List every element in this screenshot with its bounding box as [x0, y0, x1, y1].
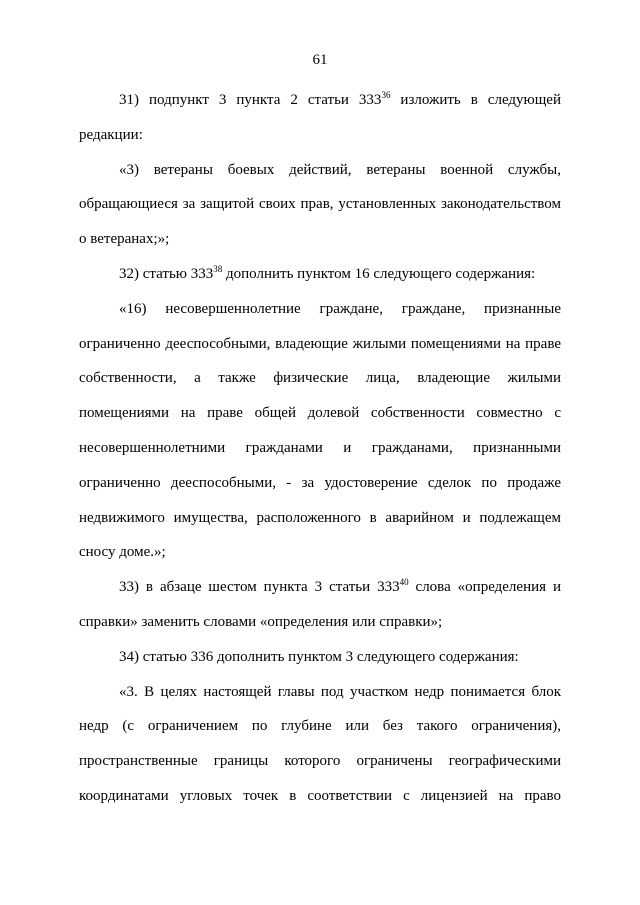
quoted-item-3: «3) ветераны боевых действий, ветераны военной службы, обращающиеся за защитой своих прав, установленных законодательством о ветеранах;»;: [79, 161, 561, 248]
paragraph-33-text-cont: слова «определения и справки» заменить словами «определения или справки»;: [79, 579, 561, 630]
paragraph-32: [79, 257, 561, 292]
paragraph-33-text: 33) в абзаце шестом пункта 3 статьи 333: [119, 579, 400, 596]
paragraph-32-text: 32) статью 333: [119, 265, 214, 282]
quoted-item-16: «16) несовершеннолетние граждане, граждане, признанные ограниченно дееспособными, владеющие жилыми помещениями на праве собственности, а также физические лица, владеющие жилыми помещениями на праве общей долевой собственности совместно с несовершеннолетними гражданами и гражданами, признанными ограниченно дееспособными, - за удостоверение сделок по продаже недвижимого имущества, расположенного в аварийном и подлежащем сносу доме.»;: [79, 300, 561, 561]
paragraph-31-text-cont: изложить в следующей редакции:: [79, 92, 561, 143]
superscript-38: 38: [213, 263, 223, 274]
superscript-36: 36: [381, 90, 391, 100]
paragraph-31: [79, 83, 561, 153]
superscript-40: 40: [399, 577, 409, 588]
quoted-item-3-subsoil: «3. В целях настоящей главы под участком недр понимается блок недр (с ограничением по глубине или без такого ограничения), пространственные границы которого ограничены географическими координатами угловых точек в соответствии с лицензией на право: [79, 683, 561, 804]
paragraph-32-text-cont: дополнить пунктом 16 следующего содержания:: [222, 265, 536, 282]
paragraph-33: [79, 570, 561, 640]
paragraph-34: 34) статью 336 дополнить пунктом 3 следующего содержания:: [119, 648, 519, 665]
paragraph-31-text: 31) подпункт 3 пункта 2 статьи 333: [119, 92, 382, 108]
page-number: 61: [312, 52, 328, 68]
document-body: [79, 83, 561, 814]
